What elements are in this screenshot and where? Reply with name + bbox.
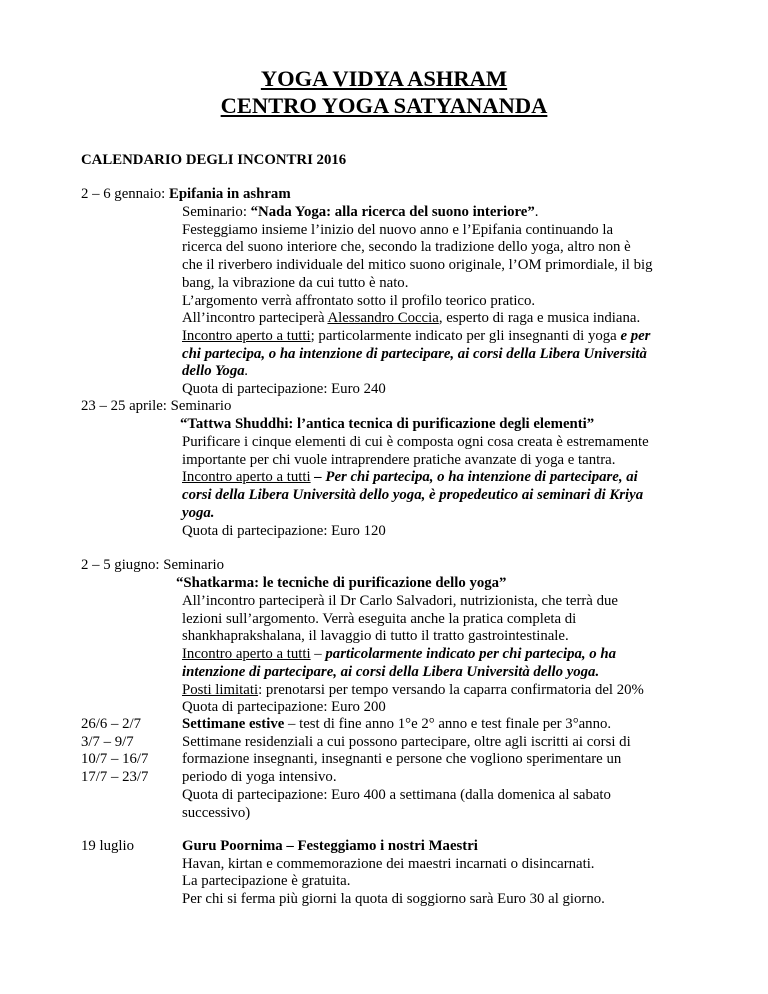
body-line: lezioni sull’argomento. Verrà eseguita anche la pratica completa di: [182, 610, 577, 627]
open-to-all-label: Incontro aperto a tutti: [182, 469, 311, 486]
body-line: Festeggiamo insieme l’inizio del nuovo anno e l’Epifania continuando la: [182, 221, 614, 238]
text: – test di fine anno 1°e 2° anno e test finale per 3°anno.: [284, 716, 612, 732]
week-date: 26/6 – 2/7: [81, 716, 142, 732]
fee-line: Quota di partecipazione: Euro 400 a settimana (dalla domenica al sabato: [182, 786, 611, 803]
event-shatkarma-title: [176, 575, 506, 593]
body-line: Havan, kirtan e commemorazione dei maestri incarnati o disincarnati.: [182, 855, 595, 872]
seminar-title: “Shatkarma: le tecniche di purificazione dello yoga”: [176, 575, 507, 591]
emphasis-text: e per: [620, 327, 651, 344]
text: ; particolarmente indicato per gli insegnanti di yoga: [310, 327, 621, 344]
event-settimane-dates: [81, 716, 148, 787]
event-date: 2 – 5 giugno:: [81, 557, 160, 573]
open-to-all-label: Incontro aperto a tutti: [182, 327, 311, 344]
guest-name: Alessandro Coccia: [327, 310, 439, 327]
event-date: 23 – 25 aprile:: [81, 398, 167, 414]
seminar-line: [182, 204, 653, 222]
seminar-prefix: Seminario:: [182, 204, 251, 220]
event-name: Epifania in ashram: [168, 186, 291, 202]
event-shatkarma-body: [182, 593, 644, 717]
body-line: [182, 469, 649, 487]
week-date: 3/7 – 9/7: [81, 733, 134, 750]
body-line: [182, 646, 644, 664]
emphasis-text: particolarmente indicato per chi partecipa, o ha: [325, 646, 616, 663]
text: –: [310, 646, 326, 663]
week-date: 17/7 – 23/7: [81, 769, 149, 786]
body-line: yoga.: [182, 504, 215, 521]
seminar-title: “Nada Yoga: alla ricerca del suono interiore”: [250, 204, 535, 220]
event-date: 2 – 6 gennaio:: [81, 186, 166, 202]
body-line: successivo): [182, 804, 251, 821]
event-guru-body: [182, 838, 605, 909]
punctuation: .: [534, 204, 539, 220]
fee-line: Quota di partecipazione: Euro 200: [182, 699, 386, 716]
open-to-all-label: Incontro aperto a tutti: [182, 646, 311, 663]
emphasis-text: dello Yoga: [182, 363, 245, 380]
event-kind: Seminario: [166, 398, 232, 414]
body-line: Settimane residenziali a cui possono partecipare, oltre agli iscritti ai corsi di: [182, 733, 631, 750]
body-line: La partecipazione è gratuita.: [182, 873, 351, 890]
body-line: [182, 310, 653, 328]
fee-line: Quota di partecipazione: Euro 120: [182, 522, 386, 539]
body-line: chi partecipa, o ha intenzione di partecipare, ai corsi della Libera Università: [182, 345, 647, 362]
event-tattwa-heading: [81, 398, 231, 416]
body-line: [182, 363, 653, 381]
fee-line: Quota di partecipazione: Euro 240: [182, 381, 386, 398]
event-guru-date: 19 luglio: [81, 838, 135, 854]
event-epifania-heading: [81, 186, 291, 204]
limited-seats-label: Posti limitati: [182, 681, 259, 698]
event-tattwa-details: [182, 434, 649, 540]
emphasis-text: – Per chi partecipa, o ha intenzione di partecipare, ai: [310, 469, 638, 486]
seminar-title: “Tattwa Shuddhi: l’antica tecnica di purificazione degli elementi”: [180, 416, 595, 432]
event-name: Settimane estive: [182, 716, 285, 732]
event-kind: Seminario: [159, 557, 225, 573]
body-line: periodo di yoga intensivo.: [182, 769, 337, 786]
body-line: shankhaprakshalana, il lavaggio di tutto il tratto gastrointestinale.: [182, 628, 569, 645]
event-tattwa-body: [180, 416, 594, 434]
body-line: che il riverbero individuale del mitico suono originale, l’OM primordiale, il big: [182, 257, 653, 274]
event-name: Guru Poornima – Festeggiamo i nostri Maestri: [182, 838, 478, 854]
text: All’incontro parteciperà: [182, 310, 328, 327]
event-shatkarma-heading: [81, 557, 224, 575]
title-line-2: CENTRO YOGA SATYANANDA: [220, 93, 548, 118]
body-line: intenzione di partecipare, ai corsi della Libera Università dello yoga.: [182, 663, 600, 680]
punctuation: .: [244, 363, 249, 380]
event-epifania-body: [182, 204, 653, 399]
body-line: All’incontro parteciperà il Dr Carlo Salvadori, nutrizionista, che terrà due: [182, 593, 618, 609]
body-line: Purificare i cinque elementi di cui è composta ogni cosa creata è estremamente: [182, 434, 649, 450]
event-settimane-body: [182, 716, 631, 822]
body-line: [182, 716, 631, 734]
text: : prenotarsi per tempo versando la caparra confirmatoria del 20%: [258, 681, 644, 698]
body-line: formazione insegnanti, insegnanti e persone che vogliono sperimentare un: [182, 751, 622, 768]
body-line: [182, 682, 644, 700]
week-date: 10/7 – 16/7: [81, 751, 149, 768]
body-line: importante per chi vuole intraprendere pratiche avanzate di yoga e tantra.: [182, 451, 616, 468]
body-line: corsi della Libera Università dello yoga, è propedeutico ai seminari di Kriya: [182, 487, 644, 504]
body-line: bang, la vibrazione da cui tutto è nato.: [182, 274, 409, 291]
calendar-heading: CALENDARIO DEGLI INCONTRI 2016: [81, 152, 347, 168]
body-line: L’argomento verrà affrontato sotto il profilo teorico pratico.: [182, 292, 536, 309]
body-line: Per chi si ferma più giorni la quota di soggiorno sarà Euro 30 al giorno.: [182, 891, 605, 908]
body-line: ricerca del suono interiore che, secondo la tradizione dello yoga, altro non è: [182, 239, 631, 256]
body-line: [182, 328, 653, 346]
title-line-1: YOGA VIDYA ASHRAM: [260, 66, 508, 91]
text: , esperto di raga e musica indiana.: [438, 310, 641, 327]
